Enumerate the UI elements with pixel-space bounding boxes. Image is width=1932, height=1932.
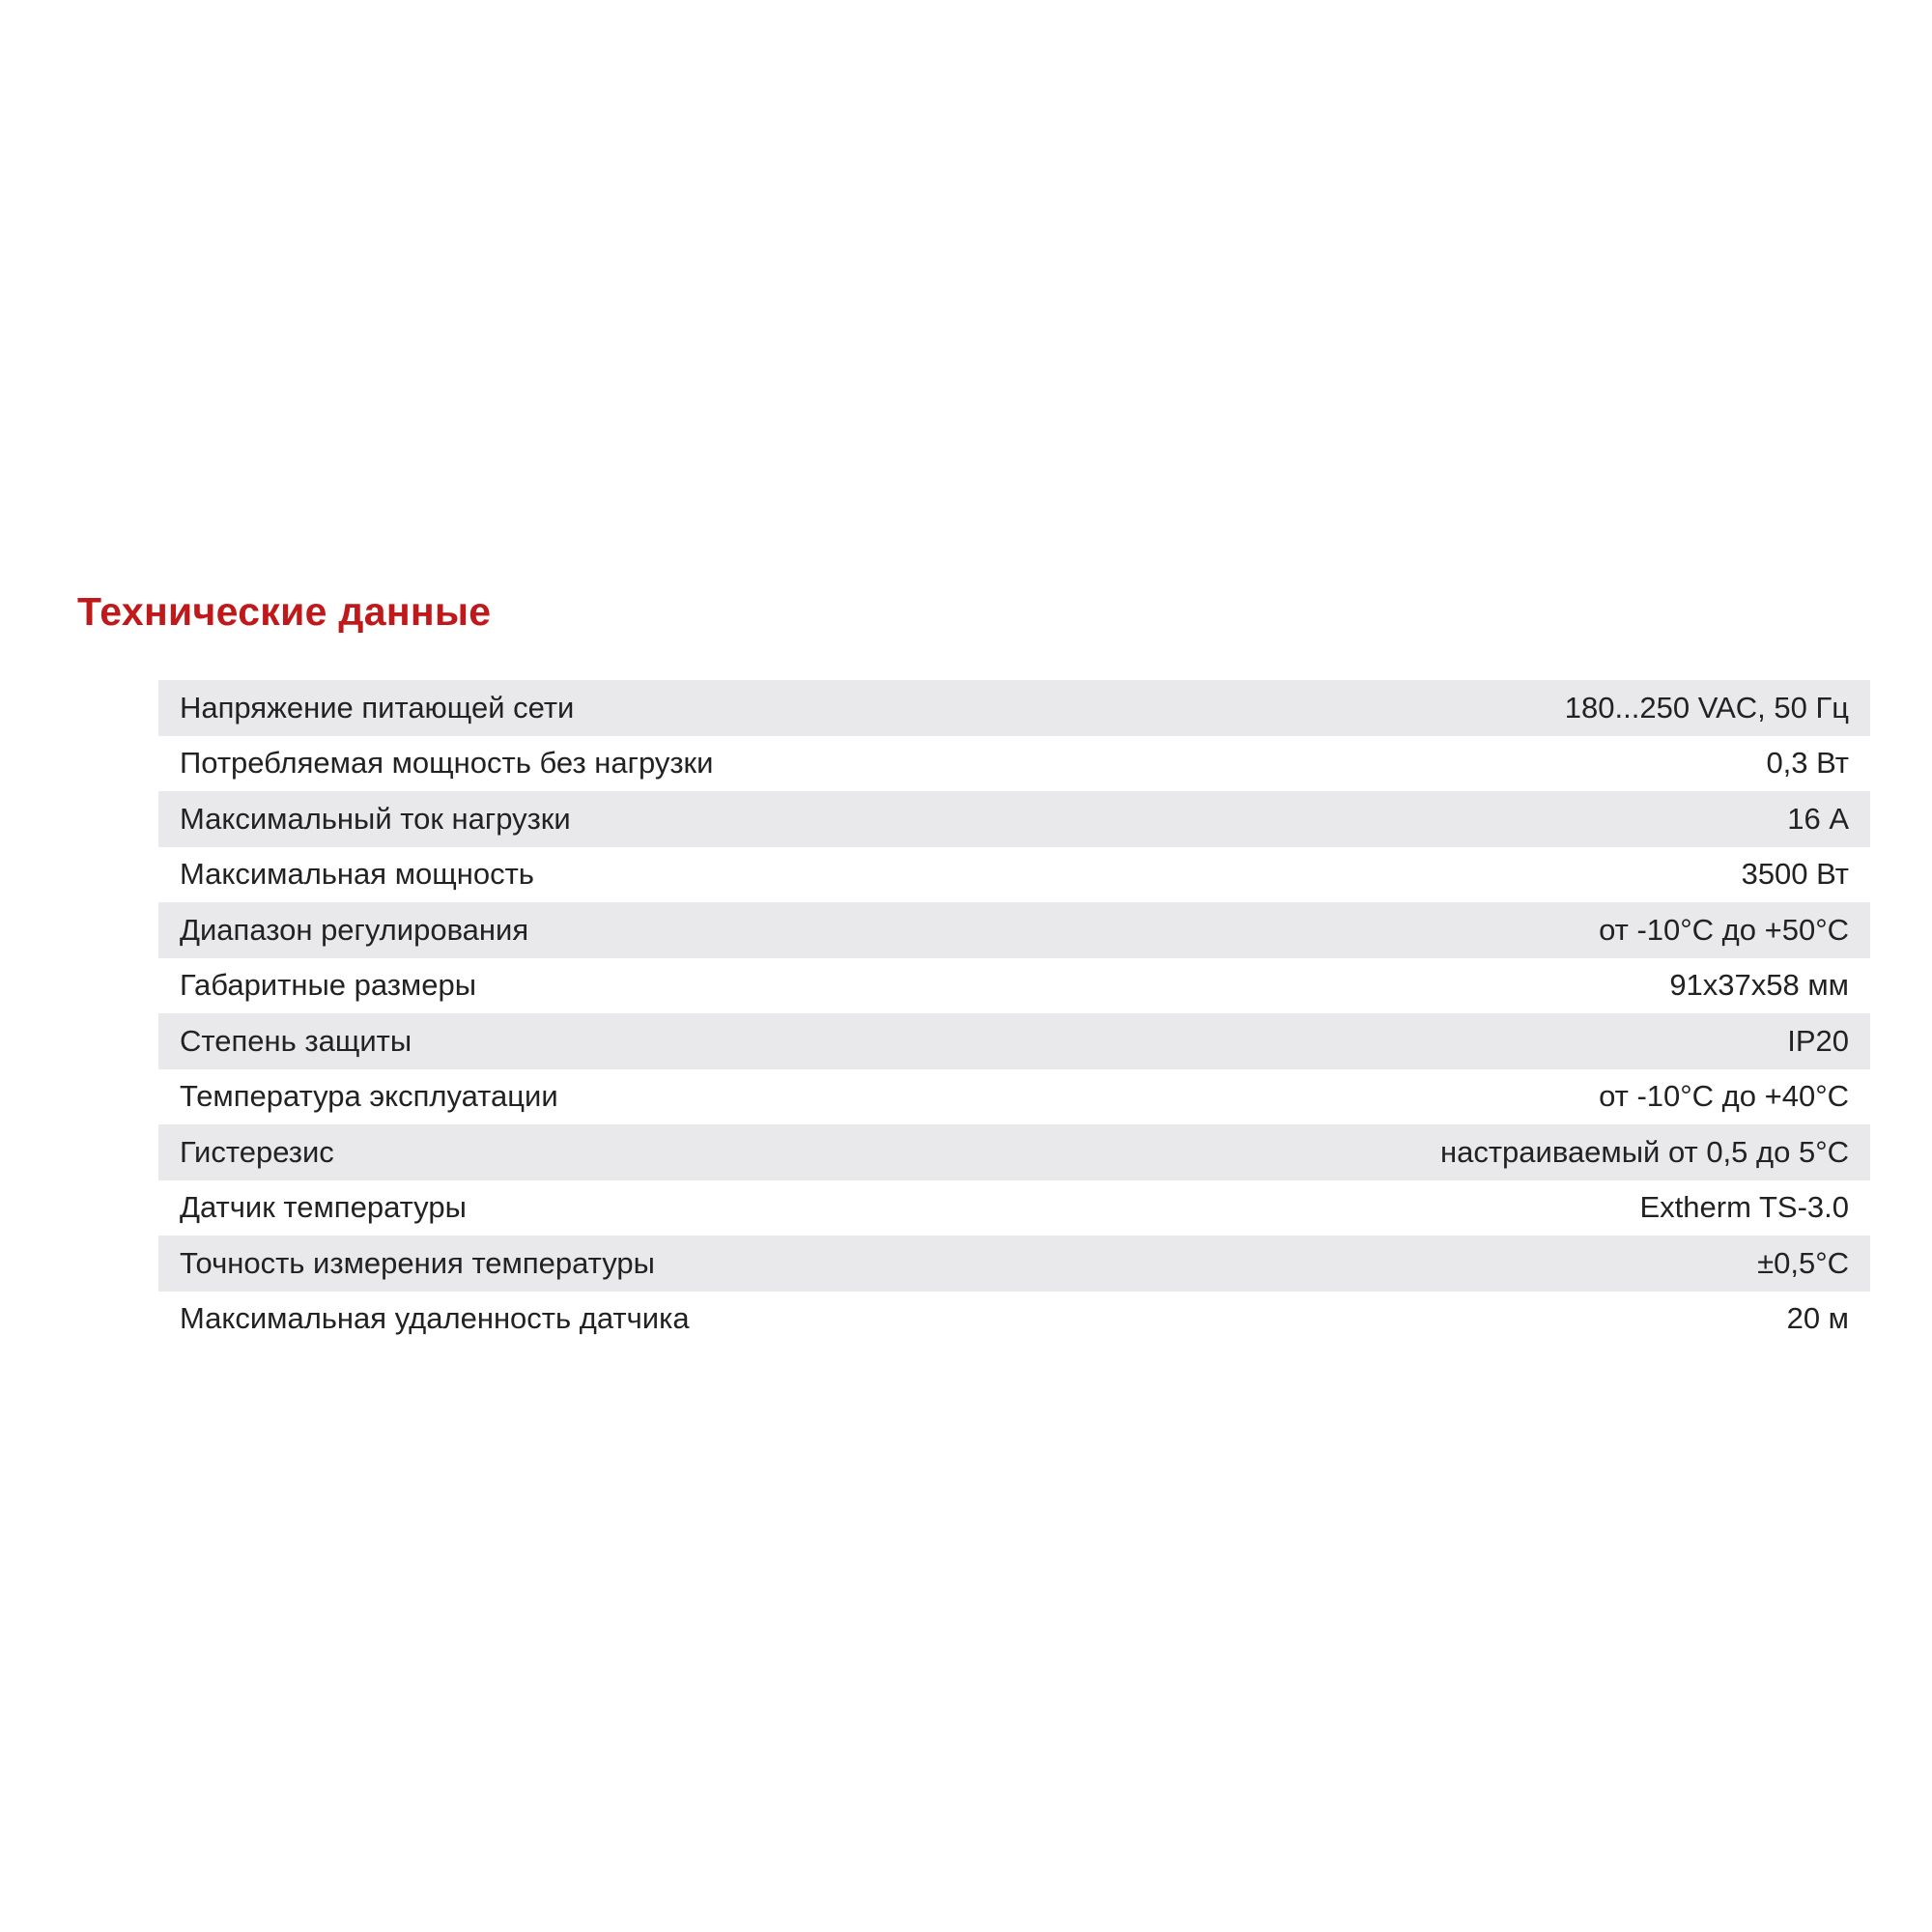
spec-row	[158, 791, 1870, 847]
spec-row	[158, 1069, 1870, 1125]
spec-row	[158, 1124, 1870, 1180]
spec-row	[158, 1292, 1870, 1348]
spec-value: ±0,5°С	[1757, 1245, 1849, 1280]
spec-value: от -10°С до +40°С	[1599, 1079, 1849, 1114]
spec-label: Степень защиты	[180, 1023, 412, 1058]
spec-label: Максимальная удаленность датчика	[180, 1301, 690, 1336]
spec-value: 91x37x58 мм	[1669, 968, 1849, 1003]
spec-row	[158, 1236, 1870, 1292]
spec-label: Максимальный ток нагрузки	[180, 801, 571, 836]
spec-value: IP20	[1787, 1023, 1849, 1058]
spec-value: настраиваемый от 0,5 до 5°С	[1439, 1134, 1849, 1169]
spec-label: Напряжение питающей сети	[180, 690, 575, 724]
spec-row	[158, 680, 1870, 736]
spec-label: Максимальная мощность	[180, 857, 534, 892]
spec-value: от -10°С до +50°С	[1599, 912, 1849, 947]
spec-label: Датчик температуры	[180, 1190, 467, 1225]
spec-value: 20 м	[1786, 1301, 1849, 1336]
spec-value: 180...250 VAC, 50 Гц	[1564, 690, 1849, 724]
spec-row	[158, 958, 1870, 1014]
spec-value: 3500 Вт	[1741, 857, 1849, 892]
spec-row	[158, 847, 1870, 903]
page-title: Технические данные	[77, 589, 492, 634]
spec-value: 0,3 Вт	[1766, 746, 1849, 781]
spec-value: 16 А	[1787, 801, 1849, 836]
spec-label: Гистерезис	[180, 1134, 334, 1169]
spec-label: Диапазон регулирования	[180, 912, 529, 947]
spec-table	[158, 680, 1870, 1347]
spec-row	[158, 1013, 1870, 1069]
spec-label: Точность измерения температуры	[180, 1245, 655, 1280]
spec-label: Температура эксплуатации	[180, 1079, 558, 1114]
spec-row	[158, 902, 1870, 958]
spec-label: Габаритные размеры	[180, 968, 477, 1003]
spec-value: Extherm TS-3.0	[1639, 1190, 1849, 1225]
spec-row	[158, 736, 1870, 792]
spec-row	[158, 1180, 1870, 1236]
spec-label: Потребляемая мощность без нагрузки	[180, 746, 714, 781]
